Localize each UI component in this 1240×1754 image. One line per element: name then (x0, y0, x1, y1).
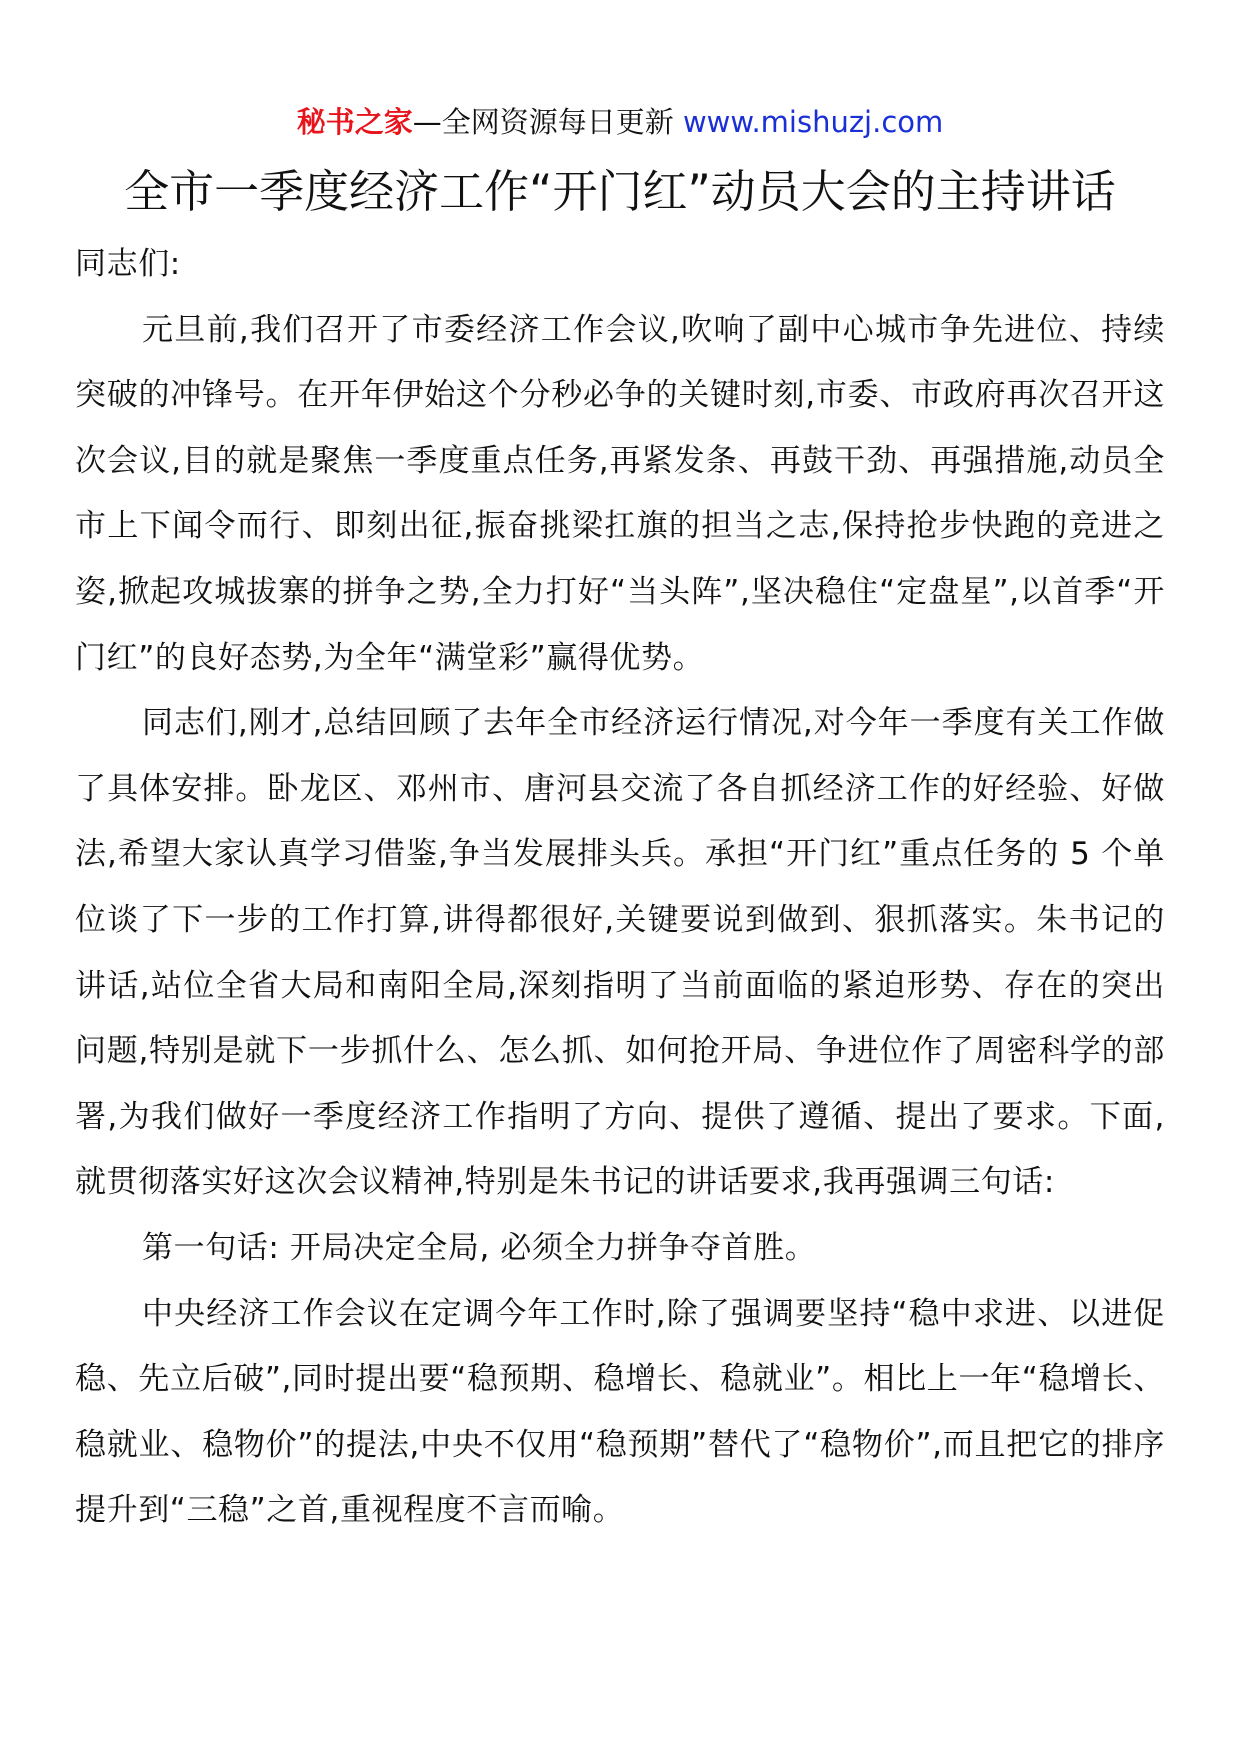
site-brand: 秘书之家 (296, 105, 413, 139)
document-title: 全市一季度经济工作“开门红”动员大会的主持讲话 (124, 165, 1116, 218)
body-paragraph: 中央经济工作会议在定调今年工作时,除了强调要坚持“稳中求进、以进促稳、先立后破”,同时提出要“稳预期、稳增长、稳就业”。相比上一年“稳增长、稳就业、稳物价”的提法,中央不仅用“稳预期”替代了“稳物价”,而且把它的排序提升到“三稳”之首,重视程度不言而喻。 (75, 1295, 1165, 1529)
site-header (0, 102, 1240, 142)
document-body (75, 232, 1165, 1544)
body-paragraph: 同志们,刚才,总结回顾了去年全市经济运行情况,对今年一季度有关工作做了具体安排。卧龙区、邓州市、唐河县交流了各自抓经济工作的好经验、好做法,希望大家认真学习借鉴,争当发展排头兵。承担“开门红”重点任务的 5 个单位谈了下一步的工作打算,讲得都很好,关键要说到做到、狠抓落实。朱书记的讲话,站位全省大局和南阳全局,深刻指明了当前面临的紧迫形势、存在的突出问题,特别是就下一步抓什么、怎么抓、如何抢开局、争进位作了周密科学的部署,为我们做好一季度经济工作指明了方向、提供了遵循、提出了要求。下面,就贯彻落实好这次会议精神,特别是朱书记的讲话要求,我再强调三句话: (75, 705, 1165, 1201)
site-url-link[interactable]: www.mishuzj.com (682, 105, 944, 139)
section-heading: 第一句话: 开局决定全局, 必须全力拼争夺首胜。 (142, 1229, 817, 1266)
salutation: 同志们: (75, 246, 181, 282)
body-paragraph: 元旦前,我们召开了市委经济工作会议,吹响了副中心城市争先进位、持续突破的冲锋号。在开年伊始这个分秒必争的关键时刻,市委、市政府再次召开这次会议,目的就是聚焦一季度重点任务,再紧发条、再鼓干劲、再强措施,动员全市上下闻令而行、即刻出征,振奋挑梁扛旗的担当之志,保持抢步快跑的竞进之姿,掀起攻城拔寨的拼争之势,全力打好“当头阵”,坚决稳住“定盘星”,以首季“开门红”的良好态势,为全年“满堂彩”赢得优势。 (75, 311, 1165, 676)
site-tagline: —全网资源每日更新 (412, 105, 674, 139)
